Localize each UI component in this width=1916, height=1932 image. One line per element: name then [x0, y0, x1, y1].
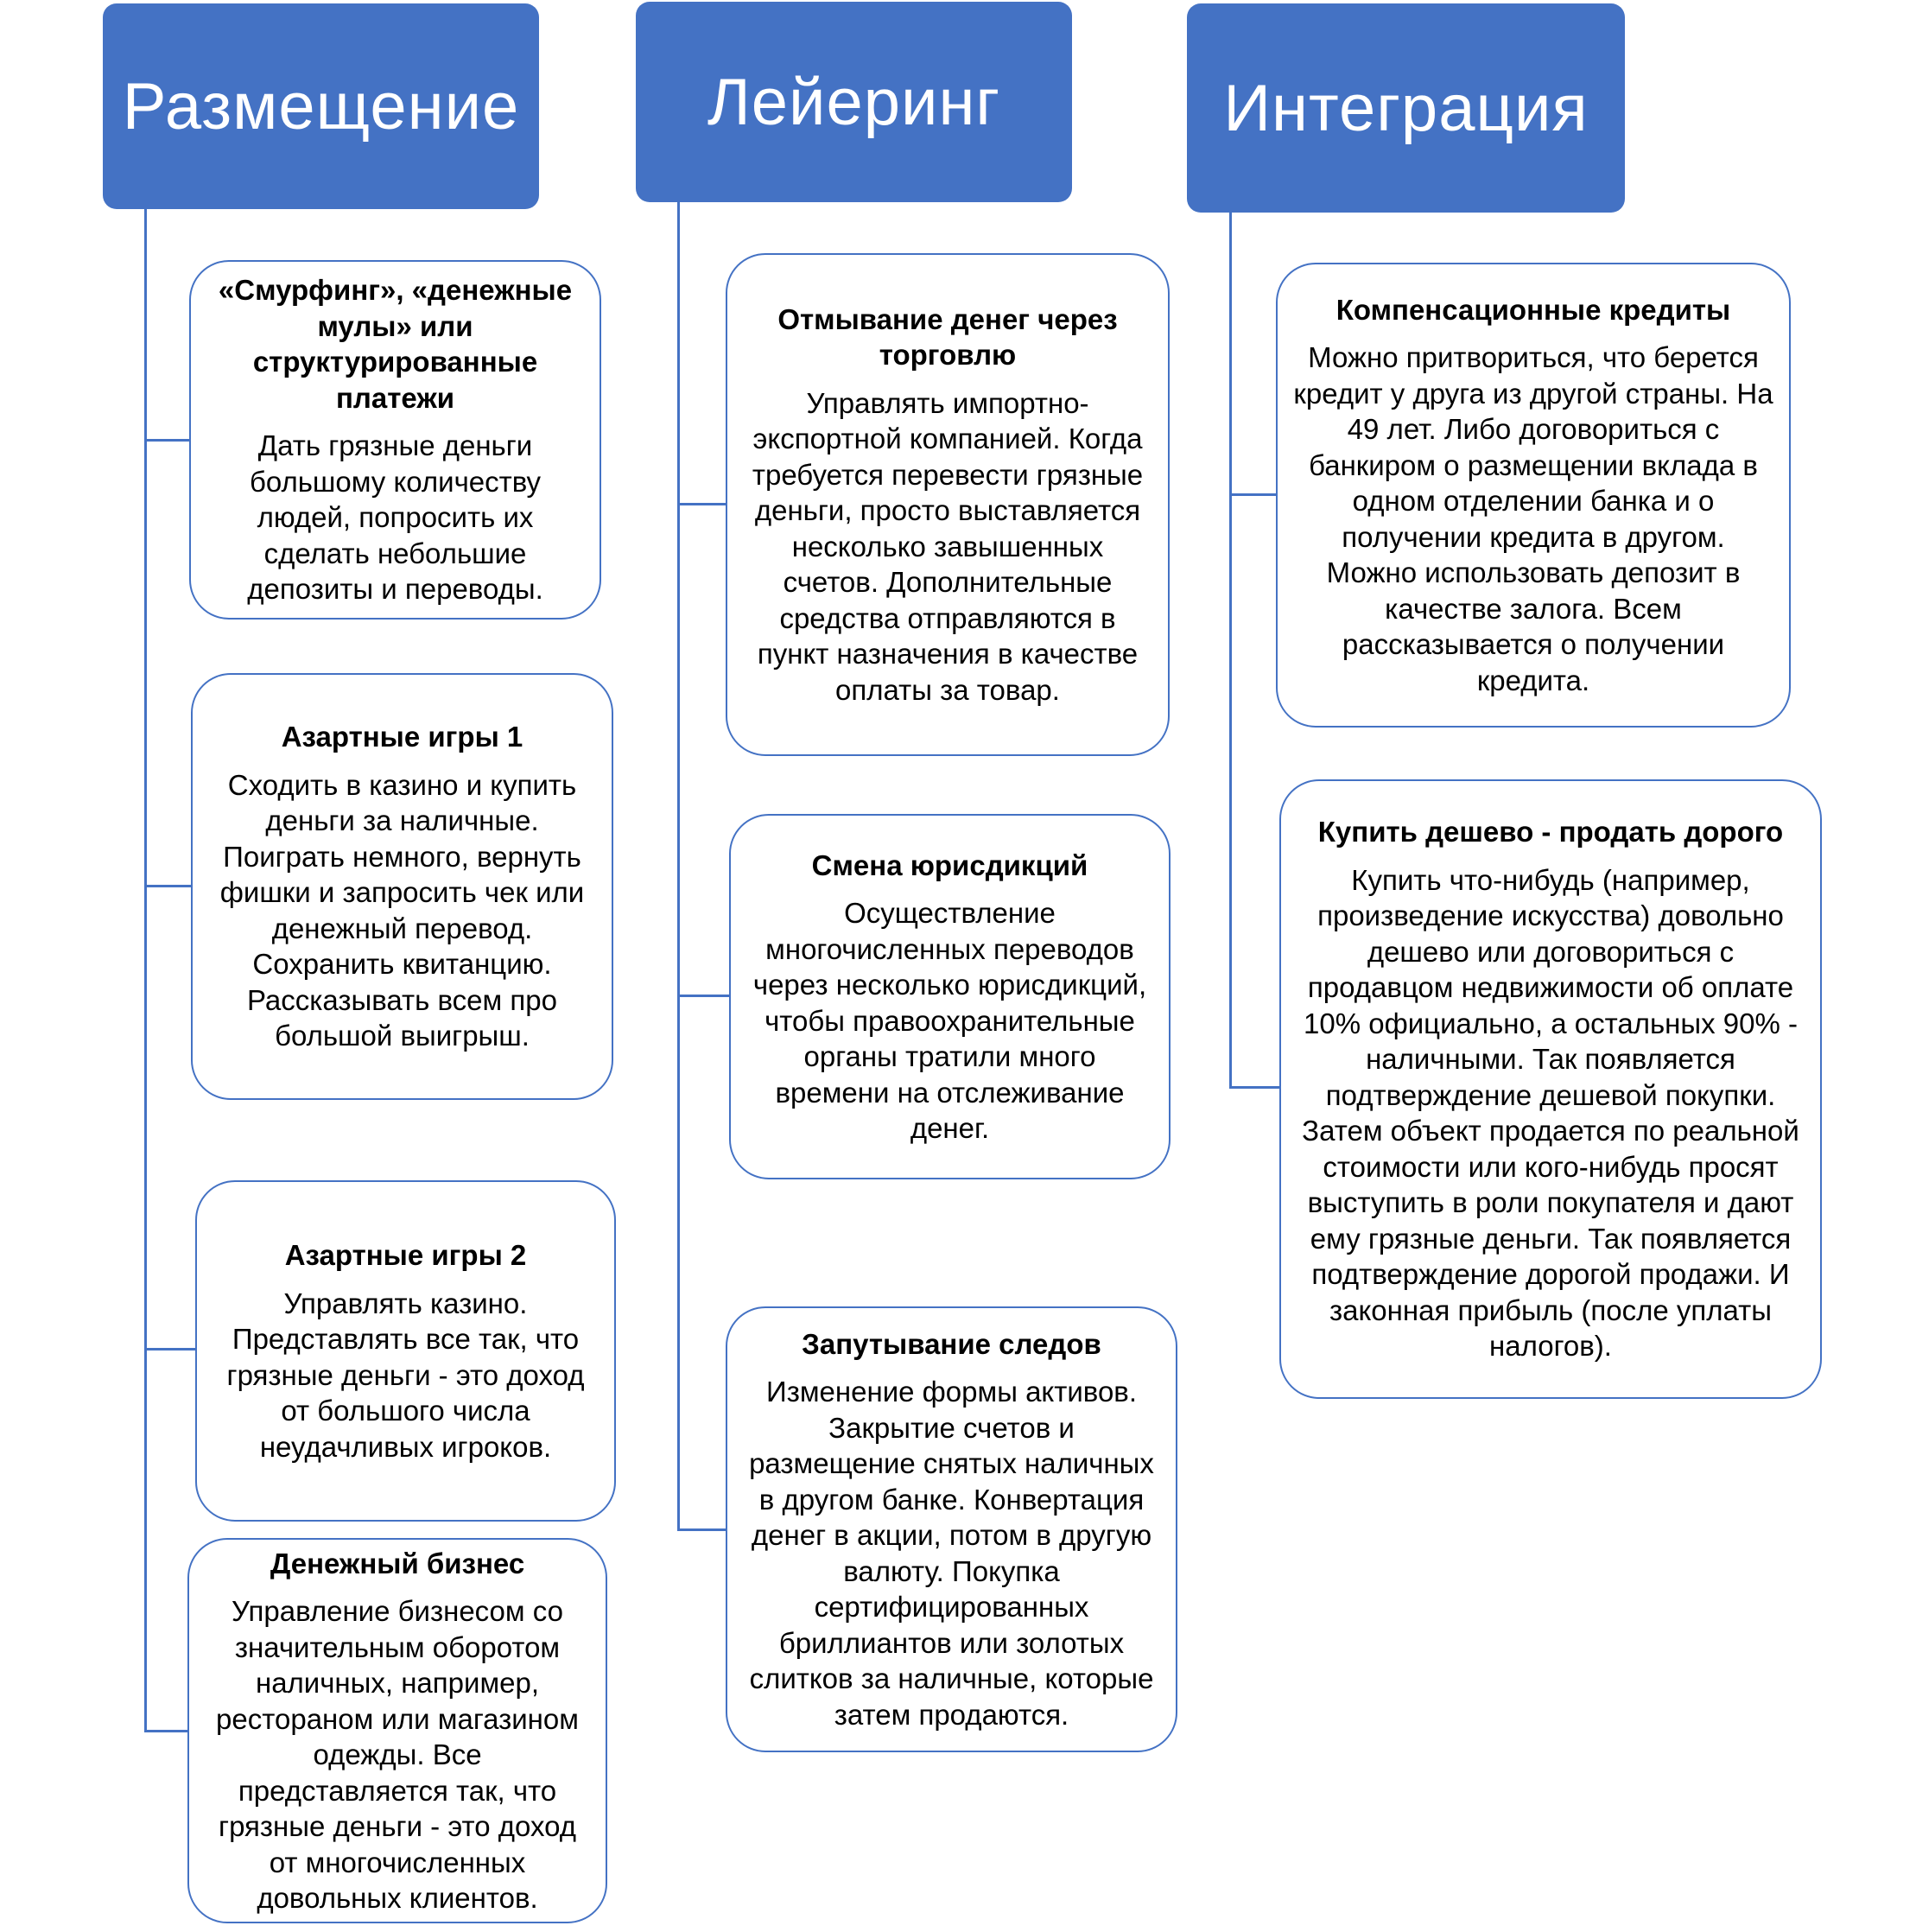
- header-integration: [1187, 3, 1625, 213]
- card-gambling-1: [191, 673, 613, 1100]
- card-body: Купить что-нибудь (например, произведение искусства) довольно дешево или договориться с продавцом недвижимости об оплате 10% официально, а остальных 90% - наличными. Так появляется подтверждение дешевой покупки. Затем объект продается по реальной стоимости или кого-нибудь просят выступить в роли покупателя и дают ему грязные деньги. Так появляется подтверждение дорогой продажи. И законная прибыль (после уплаты налогов).: [1302, 863, 1799, 1363]
- card-body: Дать грязные деньги большому количеству людей, попросить их сделать небольшие депозиты и переводы.: [247, 429, 543, 606]
- card-trade-laundering: [726, 253, 1170, 756]
- header-placement: [103, 3, 539, 209]
- card-obfuscation: [726, 1306, 1177, 1752]
- connector-branch: [144, 439, 189, 442]
- connector-trunk-placement: [144, 209, 147, 1732]
- card-body: Управление бизнесом со значительным оборотом наличных, например, рестораном или магазином одежды. Все представляется так, что грязные деньги - это доход от многочисленных довольных клиентов.: [216, 1595, 579, 1914]
- card-body: Изменение формы активов. Закрытие счетов и размещение снятых наличных в другом банке. Конвертация денег в акции, потом в другую валюту. Покупка сертифицированных бриллиантов или золотых слитков за наличные, которые затем продаются.: [749, 1376, 1154, 1731]
- connector-branch: [144, 1730, 187, 1732]
- card-title: Отмывание денег через торговлю: [777, 302, 1118, 372]
- connector-branch: [144, 885, 191, 887]
- header-layering: [636, 2, 1072, 202]
- card-title: Смена юрисдикций: [811, 848, 1088, 881]
- card-cash-business: [187, 1538, 607, 1923]
- card-title: Денежный бизнес: [270, 1547, 525, 1579]
- card-compensation-loans: [1276, 263, 1791, 728]
- card-smurfing: [189, 260, 601, 620]
- header-integration-label: Интеграция: [1223, 71, 1589, 145]
- card-title: «Смурфинг», «денежные мулы» или структурированные платежи: [218, 274, 573, 414]
- card-body: Можно притвориться, что берется кредит у друга из другой страны. На 49 лет. Либо договориться с банкиром о размещении вклада в одном отделении банка и о получении кредита в другом. Можно использовать депозит в качестве залога. Всем рассказывается о получении кредита.: [1293, 341, 1773, 696]
- connector-branch: [677, 503, 726, 505]
- connector-trunk-integration: [1229, 213, 1232, 1089]
- card-body: Управлять импортно-экспортной компанией. Когда требуется перевести грязные деньги, просто выставляется несколько завышенных счетов. Дополнительные средства отправляются в пункт назначения в качестве оплаты за товар.: [752, 386, 1144, 706]
- connector-branch: [1229, 493, 1276, 496]
- connector-trunk-layering: [677, 202, 680, 1531]
- card-body: Сходить в казино и купить деньги за наличные. Поиграть немного, вернуть фишки и запросить чек или денежный перевод. Сохранить квитанцию. Рассказывать всем про большой выигрыш.: [219, 768, 585, 1052]
- header-placement-label: Размещение: [122, 69, 520, 143]
- header-layering-label: Лейеринг: [707, 65, 1001, 139]
- connector-branch: [1229, 1086, 1279, 1089]
- connector-branch: [677, 1528, 726, 1531]
- connector-branch: [677, 995, 729, 997]
- card-jurisdictions: [729, 814, 1171, 1179]
- card-title: Азартные игры 1: [281, 721, 523, 753]
- card-body: Управлять казино. Представлять все так, что грязные деньги - это доход от большого числа неудачливых игроков.: [226, 1287, 585, 1463]
- card-title: Азартные игры 2: [284, 1239, 527, 1271]
- connector-branch: [144, 1348, 195, 1350]
- card-body: Осуществление многочисленных переводов через несколько юрисдикций, чтобы правоохранительные органы тратили много времени на отслеживание денег.: [752, 897, 1147, 1144]
- card-buy-low-sell-high: [1279, 779, 1822, 1399]
- card-title: Купить дешево - продать дорого: [1317, 816, 1784, 848]
- card-title: Запутывание следов: [802, 1327, 1101, 1360]
- card-title: Компенсационные кредиты: [1335, 293, 1731, 326]
- card-gambling-2: [195, 1180, 616, 1522]
